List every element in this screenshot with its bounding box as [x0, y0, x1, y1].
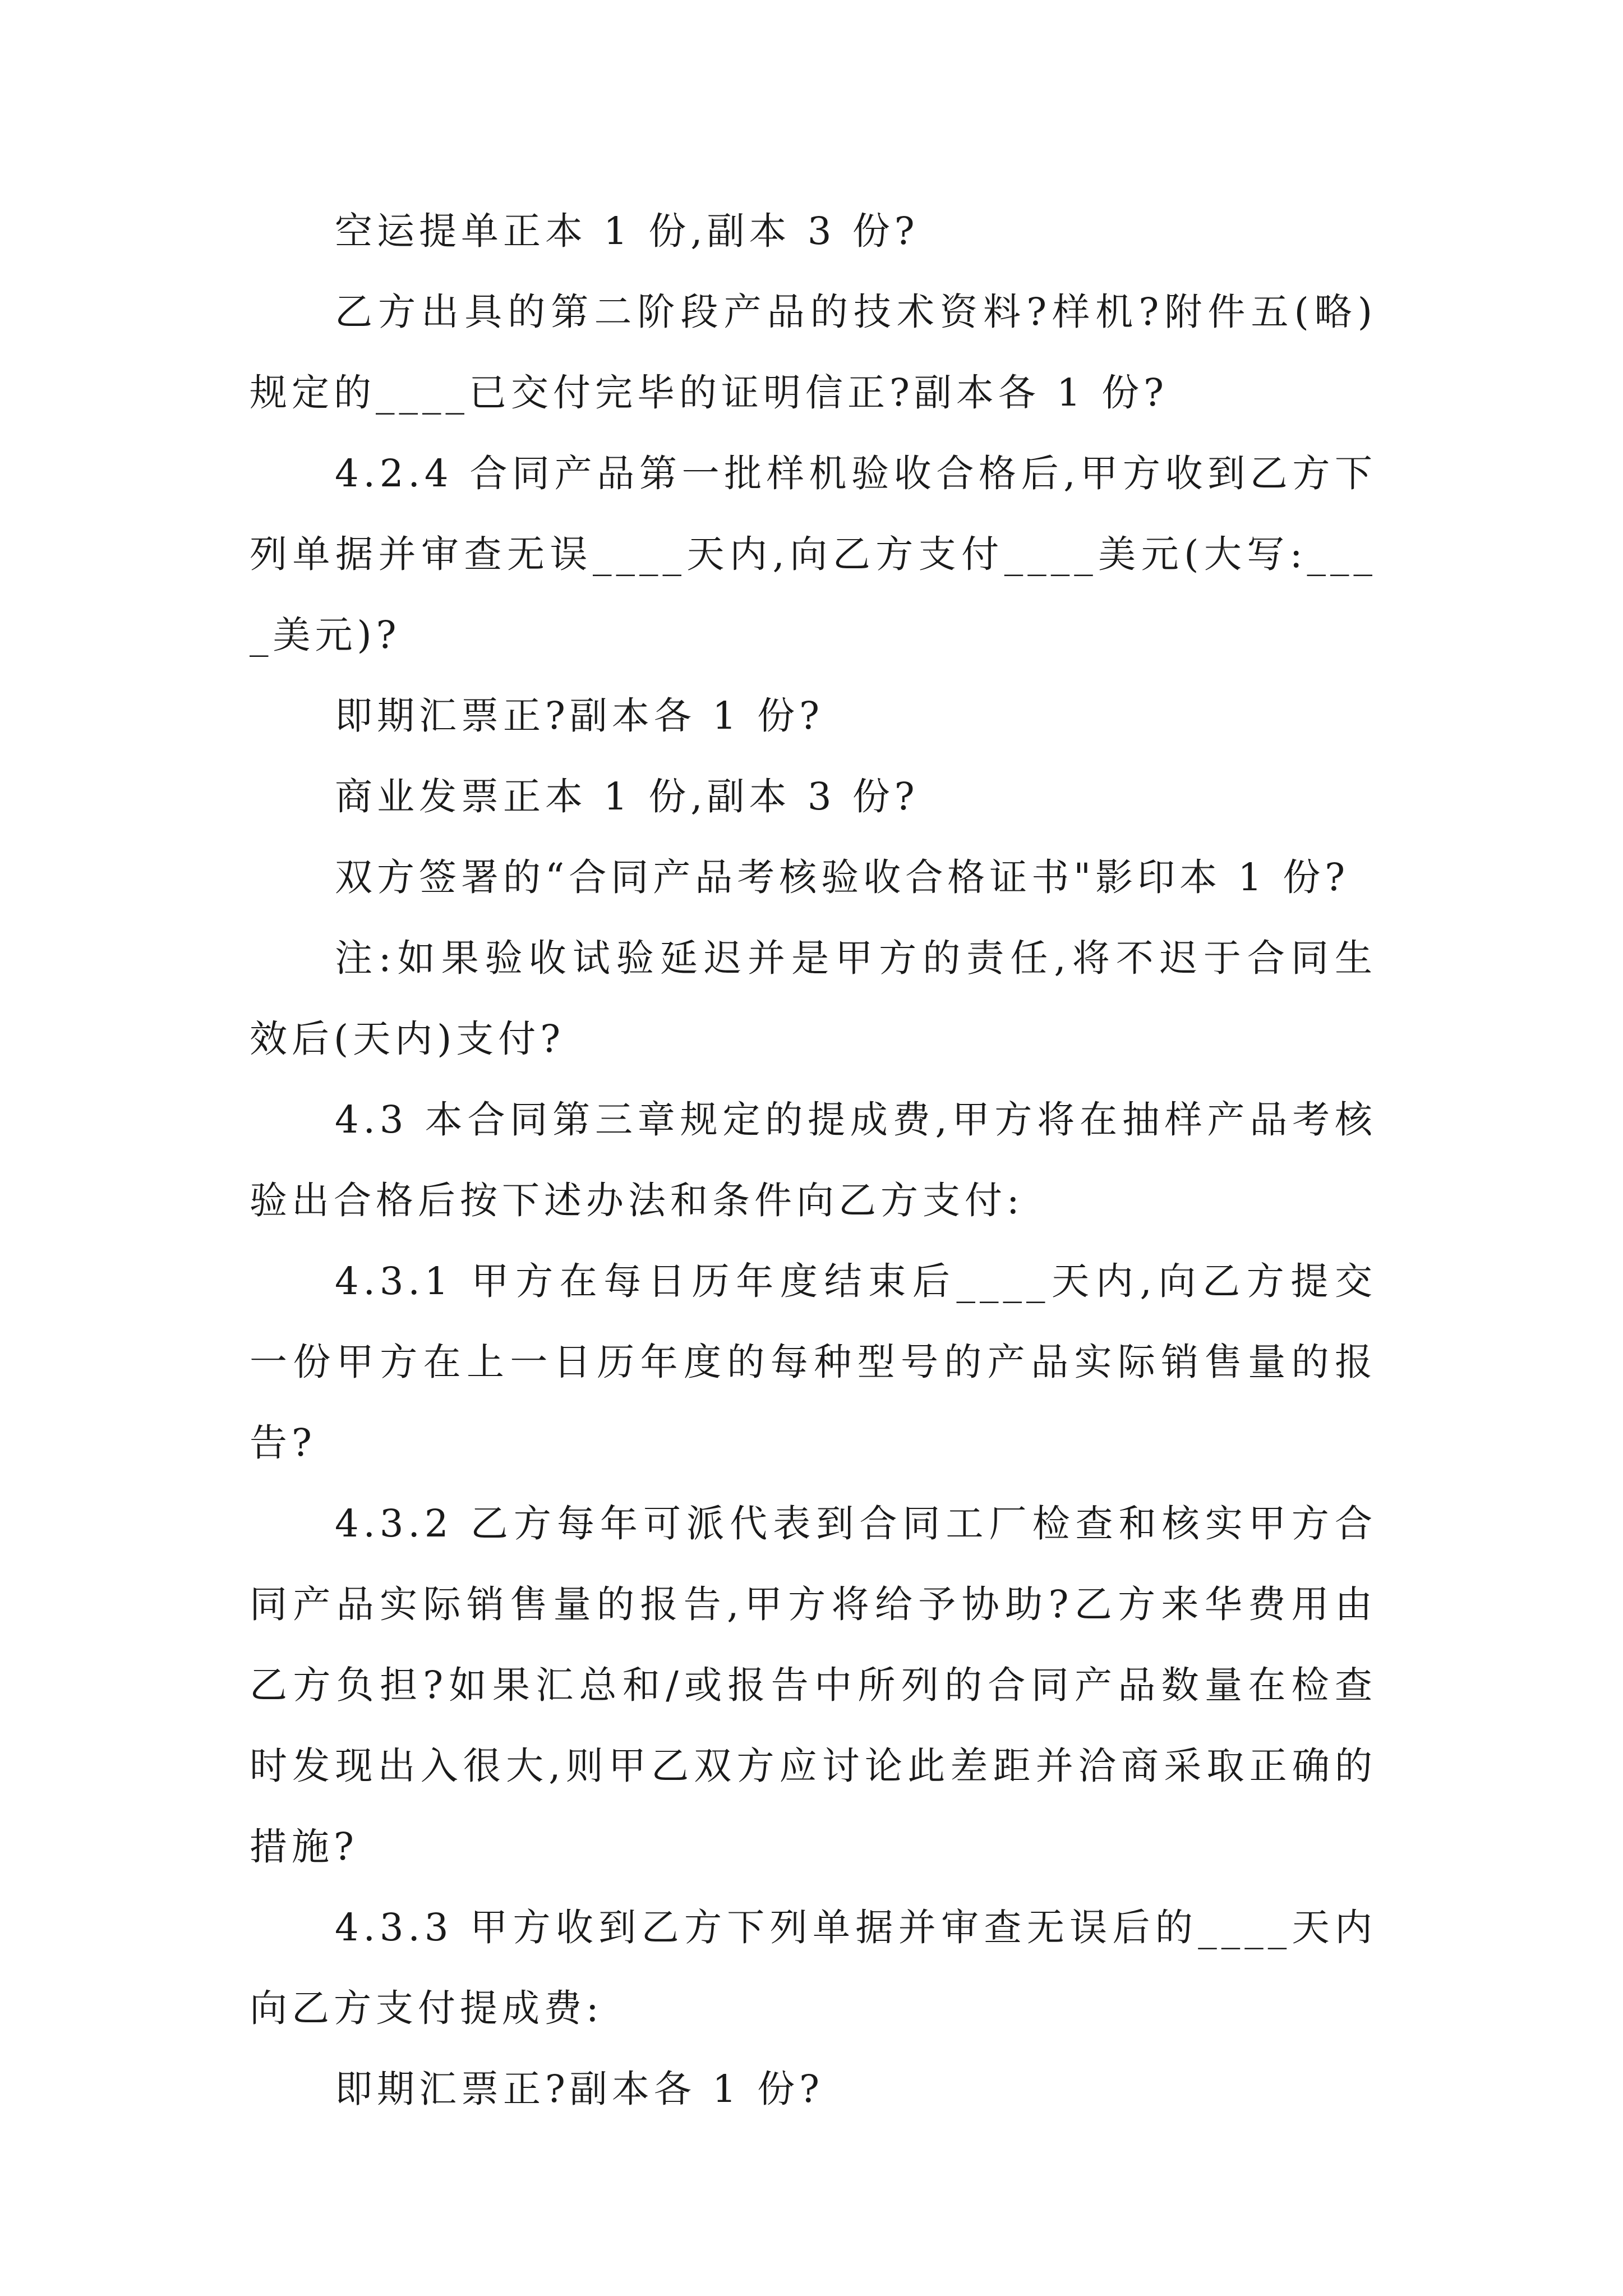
paragraph-sight-draft-2: 即期汇票正?副本各 1 份? [335, 2067, 824, 2111]
paragraph-note: 注:如果验收试验延迟并是甲方的责任,将不迟于合同生效后(天内)支付? [250, 936, 1377, 1061]
paragraph-airway-bill: 空运提单正本 1 份,副本 3 份? [335, 209, 919, 253]
document-body [250, 191, 1377, 2129]
paragraph-clause-4-3-1: 4.3.1 甲方在每日历年度结束后____天内,向乙方提交一份甲方在上一日历年度的每种型号的产品实际销售量的报告? [250, 1259, 1377, 1465]
paragraph-clause-4-3-2: 4.3.2 乙方每年可派代表到合同工厂检查和核实甲方合同产品实际销售量的报告,甲方将给予协助?乙方来华费用由乙方负担?如果汇总和/或报告中所列的合同产品数量在检查时发现出入很大,则甲乙双方应讨论此差距并洽商采取正确的措施? [250, 1502, 1377, 1869]
paragraph-technical-documents: 乙方出具的第二阶段产品的技术资料?样机?附件五(略)规定的____已交付完毕的证明信正?副本各 1 份? [250, 290, 1377, 415]
paragraph-clause-4-2-4: 4.2.4 合同产品第一批样机验收合格后,甲方收到乙方下列单据并审查无误____天内,向乙方支付____美元(大写:____美元)? [250, 452, 1377, 657]
paragraph-clause-4-3-3: 4.3.3 甲方收到乙方下列单据并审查无误后的____天内向乙方支付提成费: [250, 1906, 1377, 2030]
paragraph-commercial-invoice: 商业发票正本 1 份,副本 3 份? [335, 775, 919, 818]
paragraph-sight-draft: 即期汇票正?副本各 1 份? [335, 694, 824, 738]
paragraph-clause-4-3: 4.3 本合同第三章规定的提成费,甲方将在抽样产品考核验出合格后按下述办法和条件向乙方支付: [250, 1098, 1377, 1222]
paragraph-acceptance-certificate: 双方签署的“合同产品考核验收合格证书"影印本 1 份? [335, 855, 1350, 899]
